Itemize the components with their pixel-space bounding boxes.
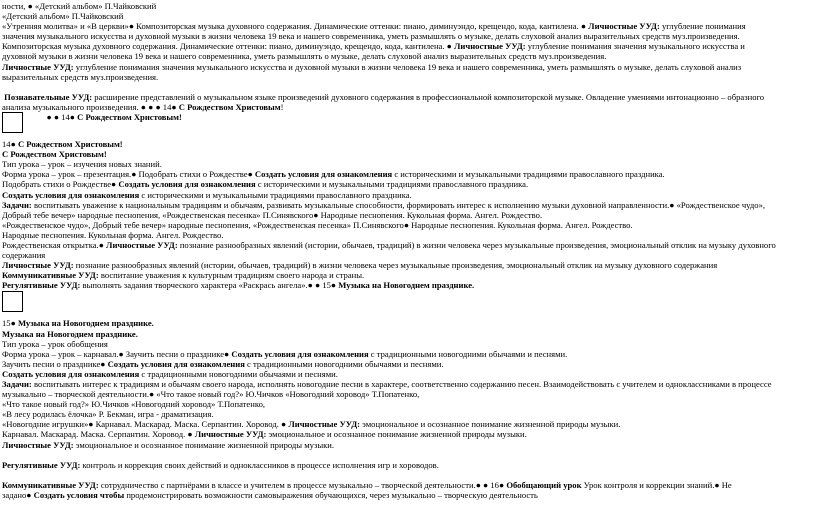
text-run: !: [280, 101, 284, 112]
text-line: Добрый тебе вечер» народные песнопения, «Рождественская песенка» П.Синявского● Народные песнопения. Кукольная форма. Ангел. Рождество.: [2, 209, 543, 220]
text-line: [2, 92, 812, 102]
text-line: [2, 41, 812, 51]
text-line: [2, 179, 812, 189]
text-line: [2, 349, 812, 359]
lesson-title: С Рождеством Христовым!: [17, 139, 123, 150]
text-line: «Детский альбом» П.Чайковский: [2, 11, 124, 22]
lesson-title: С Рождеством Христовым!: [2, 149, 107, 160]
text-line: [2, 329, 812, 339]
label-create-conditions: Создать условия для ознакомления: [118, 179, 256, 190]
label-personal-uud: Личностные УУД:: [454, 41, 526, 52]
text-run: Форма урока – урок – презентация.● Подобрать стихи о Рождестве●: [2, 169, 255, 180]
text-line: Народные песнопения. Кукольная форма. Ангел. Рождество.: [2, 229, 224, 240]
text-run: расширение представлений о музыкальном языке произведений духовного содержания в профессиональной композиторской музыке. Овладение умениями интонационно – образного: [92, 91, 765, 102]
label-personal-uud: Личностные УУД:: [194, 429, 267, 440]
label-cognitive-uud: Познавательные УУД:: [4, 91, 93, 102]
text-run: с традиционными новогодними обычаями и песнями.: [368, 348, 568, 359]
text-line: [2, 369, 812, 379]
text-line: [2, 260, 812, 270]
text-run: с традиционными новогодними обычаями и песнями.: [139, 368, 338, 379]
text-line: Тип урока – урок – изучения новых знаний.: [2, 159, 162, 170]
text-line: [2, 460, 812, 470]
text-line: [2, 190, 812, 200]
text-line: [2, 440, 812, 450]
text-line: содержания: [2, 250, 46, 261]
label-tasks: Задачи:: [2, 199, 32, 210]
text-run: Форма урока – урок – карнавал.● Заучить песни о празднике●: [2, 348, 232, 359]
text-run: эмоциональное и осознанное понимание жизненной природы музыки.: [73, 439, 335, 450]
text-line: [2, 102, 812, 112]
text-line: [2, 490, 812, 500]
text-run: 15●: [2, 318, 18, 329]
text-line: ности, ● «Детский альбом» П.Чайковский: [2, 1, 157, 11]
label-personal-uud: Личностные УУД:: [2, 439, 74, 450]
text-run: задано●: [2, 490, 34, 501]
label-tasks: Задачи:: [2, 379, 32, 389]
text-line: [2, 280, 812, 290]
label-personal-uud: Личностные УУД:: [106, 239, 178, 250]
lesson-title: Музыка на Новогоднем празднике.: [338, 280, 475, 291]
label-create-conditions: Создать условия для ознакомления: [2, 368, 140, 379]
text-run: познание разнообразных явлений (истории, обычаев, традиций) в жизни человека через музыкальные произведения, эмоциональный отклик на музыку духовного: [177, 239, 776, 250]
text-run: воспитание уважения к культурным традициям своего народа и страны.: [98, 270, 365, 281]
text-run: анализа музыкального произведения. ● ● ● 14●: [2, 101, 179, 112]
text-line: [2, 379, 812, 389]
text-run: продемонстрировать возможности самовыражения обучающихся, через музыкально – творческую деятельность: [124, 490, 538, 501]
text-run: ● ● 14●: [46, 112, 78, 123]
text-line: выразительных средств муз.произведения.: [2, 71, 159, 82]
empty-table-cell: [2, 112, 23, 133]
lesson-plan-document: [2, 1, 812, 500]
spacer: [2, 450, 812, 460]
lesson-title: Музыка на Новогоднем празднике.: [17, 318, 154, 329]
text-run: углубление понимания значения музыкального искусства и: [525, 41, 745, 52]
text-run: Урок контроля и коррекции знаний.● Не: [581, 479, 732, 490]
label-create-conditions: Создать условия чтобы: [33, 490, 125, 501]
lesson-title: С Рождеством Христовым: [178, 101, 281, 112]
text-run: углубление понимания: [659, 21, 746, 32]
lesson-title: С Рождеством Христовым!: [77, 112, 182, 123]
text-line: [2, 21, 812, 31]
text-run: с историческими и музыкальными традициями православного праздника.: [255, 179, 529, 190]
text-run: углубление понимания значения музыкального искусства и духовной музыки в жизни человека 19 века и нашего современника, уметь размышлять о музыке, делать слуховой анализ: [73, 61, 742, 72]
lesson-title: Музыка на Новогоднем празднике.: [2, 328, 138, 339]
text-line: духовной музыки в жизни человека 19 века и нашего современника, уметь размышлять о музыке, делать слуховой анализ выразительных средств муз.произведения.: [2, 51, 607, 62]
text-line: [2, 169, 812, 179]
label-regulatory-uud: Регулятивные УУД:: [2, 459, 81, 470]
text-line: Тип урока – урок обобщения: [2, 338, 108, 349]
label-communicative-uud: Коммуникативные УУД:: [2, 270, 99, 281]
text-line: «Рождественское чудо», Добрый тебе вечер» народные песнопения, «Рождественская песенка» П.Синявского● Народные песнопения. Кукольная форма. Ангел. Рождество.: [2, 219, 633, 230]
label-personal-uud: Личностные УУД:: [588, 21, 660, 32]
text-run: 14●: [2, 139, 18, 150]
text-run: Заучить песни о празднике●: [2, 358, 108, 369]
text-line: «В лесу родилась ёлочка» Р. Бекман, игра - драматизация.: [2, 409, 214, 420]
text-run: Рождественская открытка.●: [2, 239, 107, 250]
text-line: [2, 480, 812, 490]
text-run: воспитывать интерес к традициям и обычаям своего народа, исполнять новогодние песни в характере, соответственно содержанию песен. Взаимодействовать с учителем и одноклассниками в процессе: [31, 379, 772, 389]
text-run: «Утренняя молитва» и «В церкви»● Композиторская музыка духовного содержания. Динамические оттенки: пиано, диминуэндо, крещендо, кода, кантилена. ●: [2, 21, 589, 32]
text-run: Подобрать стихи о Рождестве●: [2, 179, 119, 190]
text-line: [2, 139, 812, 149]
text-run: с традиционными новогодними обычаями и песнями.: [244, 358, 444, 369]
text-run: Карнавал. Маскарад. Маска. Серпантин. Хоровод. ●: [2, 429, 195, 440]
text-line: [2, 200, 812, 210]
text-line: музыкально – творческой деятельности.● «Что такое новый год?» Ю.Чичков «Новогодний хоровод» Т.Попатенко,: [2, 389, 420, 400]
text-line: [2, 240, 812, 250]
text-line: [2, 270, 812, 280]
text-run: познание разнообразных явлений (истории, обычаев, традиций) в жизни человека через музыкальные произведения, эмоциональный отклик на музыку духовного содержания: [73, 260, 718, 271]
label-regulatory-uud: Регулятивные УУД:: [2, 280, 81, 291]
label-create-conditions: Создать условия для ознакомления: [231, 348, 369, 359]
label-personal-uud: Личностные УУД:: [2, 260, 74, 271]
text-run: «Новогодние игрушки»● Карнавал. Маскарад. Маска. Серпантин. Хоровод. ●: [2, 419, 289, 430]
text-line: [2, 149, 812, 159]
text-line: «Что такое новый год?» Ю.Чичков «Новогодний хоровод» Т.Попатенко,: [2, 399, 266, 410]
spacer: [2, 470, 812, 480]
text-line: [2, 112, 812, 133]
text-run: с историческими и музыкальными традициями православного праздника.: [139, 189, 412, 200]
text-run: выполнять задания творческого характера «Раскрась ангела».● ● 15●: [80, 280, 339, 291]
text-line: значения музыкального искусства и духовной музыки в жизни человека 19 века и нашего современника, уметь размышлять о музыке, делать слуховой анализ выразительных средств муз.произведения.: [2, 31, 740, 42]
spacer: [2, 82, 812, 92]
text-line: [2, 359, 812, 369]
text-line: [2, 419, 812, 429]
text-run: воспитывать уважение к национальным традициям и обычаям, развивать музыкальные способности, формировать интерес к исполнению музыки духовной направленности.● «Рождественское чудо»,: [31, 199, 766, 210]
text-run: сотрудничество с партнёрами в классе и учителем в процессе музыкально – творческой деятельности.● ● 16●: [98, 479, 507, 490]
text-line: [2, 62, 812, 72]
text-run: Композиторская музыка духовного содержания. Динамические оттенки: пиано, диминуэндо, крещендо, кода, кантилена. ●: [2, 41, 454, 52]
text-run: контроль и коррекция своих действий и одноклассников в процессе исполнения игр и хороводов.: [80, 459, 439, 470]
text-line: [2, 318, 812, 328]
label-communicative-uud: Коммуникативные УУД:: [2, 479, 99, 490]
lesson-title: Обобщающий урок: [506, 479, 582, 490]
text-run: эмоциональное и осознанное понимание жизненной природы музыки.: [359, 419, 621, 430]
text-line: [2, 429, 812, 439]
empty-table-cell: [2, 291, 23, 312]
label-create-conditions: Создать условия для ознакомления: [254, 169, 393, 180]
text-run: эмоциональное и осознанное понимание жизненной природы музыки.: [266, 429, 527, 440]
label-personal-uud: Личностные УУД:: [2, 61, 74, 72]
label-personal-uud: Личностные УУД:: [288, 419, 360, 430]
text-run: с историческими и музыкальными традициями православного праздника.: [392, 169, 665, 180]
label-create-conditions: Создать условия для ознакомления: [107, 358, 245, 369]
label-create-conditions: Создать условия для ознакомления: [2, 189, 140, 200]
